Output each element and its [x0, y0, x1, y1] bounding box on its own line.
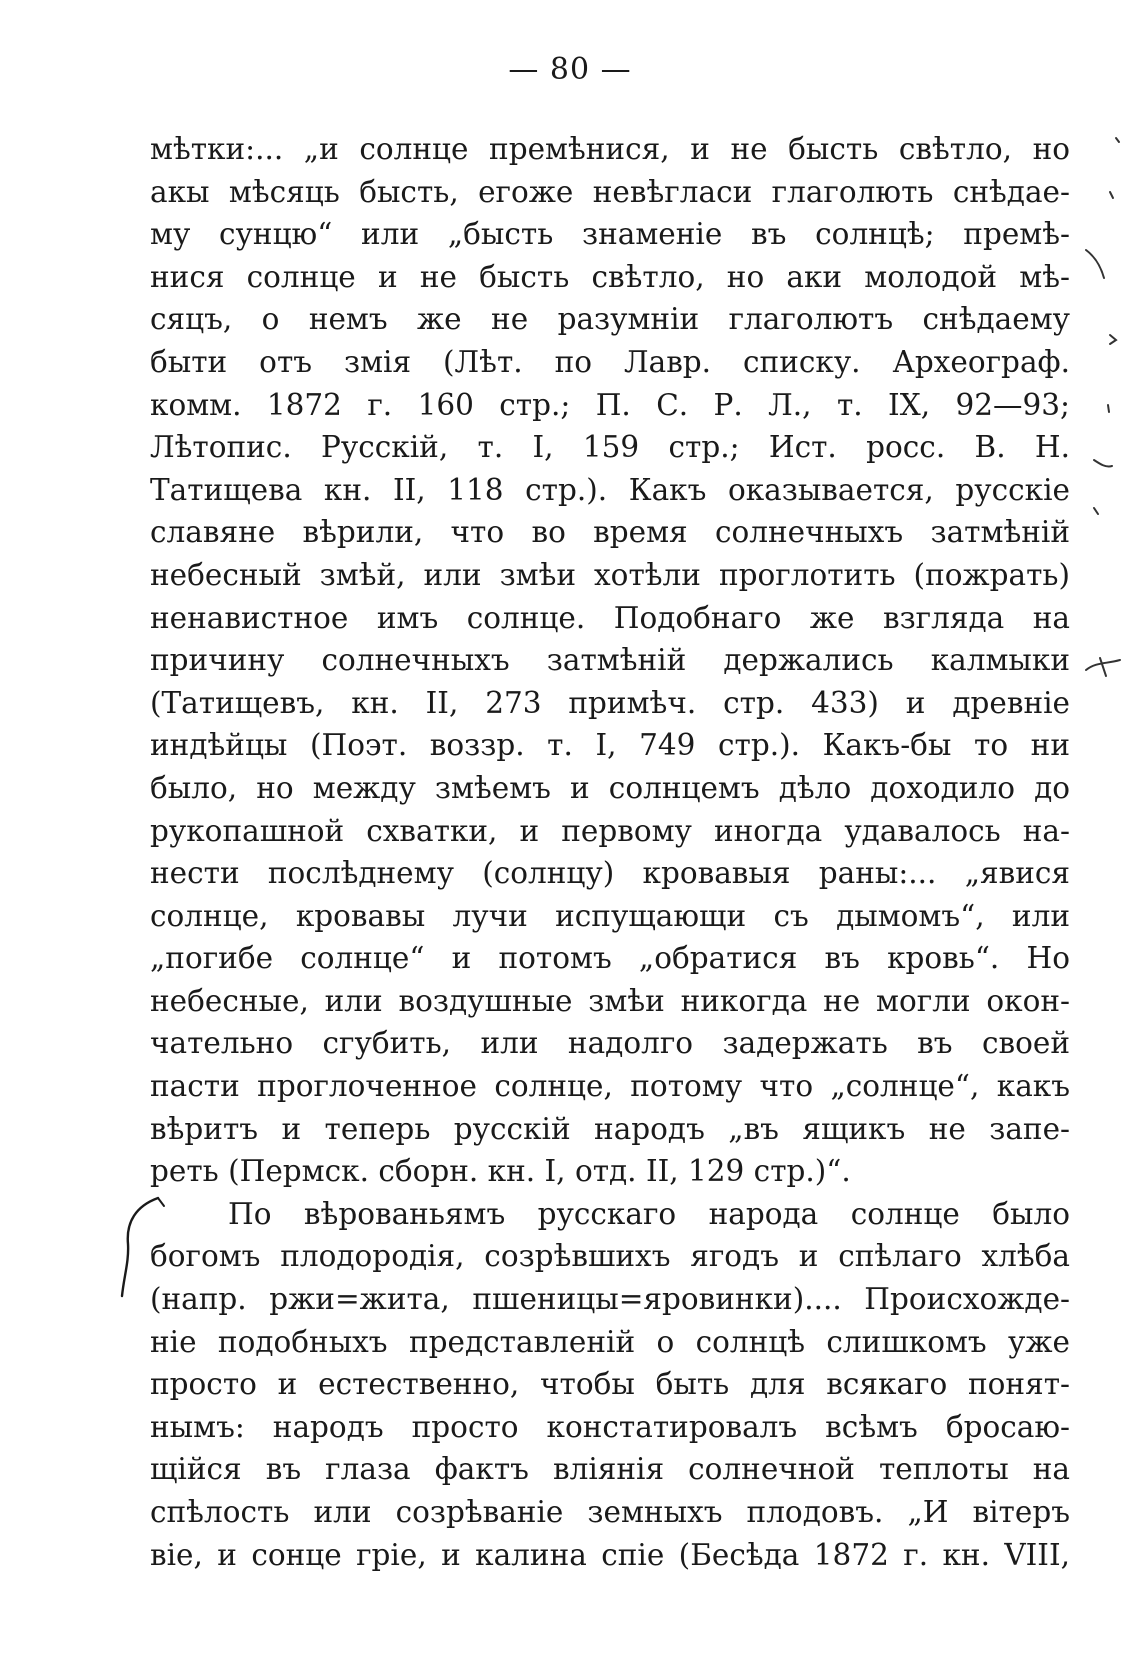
text-line: вѣритъ и теперь русскій народъ „въ ящикъ не запе-: [150, 1111, 1070, 1146]
text-line: ніе подобныхъ представленій о солнцѣ слишкомъ уже: [150, 1324, 1070, 1359]
text-line: индѣйцы (Поэт. воззр. т. I, 749 стр.). Какъ-бы то ни: [150, 728, 1070, 763]
text-line: пасти проглоченное солнце, потому что „солнце“, какъ: [150, 1069, 1070, 1104]
text-line: небесные, или воздушные змѣи никогда не могли окон-: [150, 983, 1070, 1018]
text-line: славяне вѣрили, что во время солнечныхъ затмѣній: [150, 515, 1070, 550]
text-line: мѣтки:... „и солнце премѣнися, и не бысть свѣтло, но: [150, 132, 1070, 166]
handwritten-bracket-mark: [118, 1192, 168, 1302]
text-line: му сунцю“ или „бысть знаменіе въ солнцѣ; премѣ-: [150, 217, 1070, 252]
body-text: [150, 128, 1070, 1576]
text-line: было, но между змѣемъ и солнцемъ дѣло доходило до: [150, 770, 1070, 805]
text-line: Лѣтопис. Русскій, т. I, 159 стр.; Ист. росс. В. Н.: [150, 430, 1070, 465]
text-line: рукопашной схватки, и первому иногда удавалось на-: [150, 813, 1070, 848]
text-line: быти отъ змія (Лѣт. по Лавр. списку. Археограф.: [150, 344, 1070, 379]
text-line: сяцъ, о немъ же не разумніи глаголютъ снѣдаему: [150, 302, 1070, 337]
text-line: комм. 1872 г. 160 стр.; П. С. Р. Л., т. IX, 92—93;: [150, 387, 1070, 422]
text-line: спѣлость или созрѣваніе земныхъ плодовъ. „И вітеръ: [150, 1495, 1070, 1529]
text-line: солнце, кровавы лучи испущающи съ дымомъ“, или: [150, 898, 1070, 933]
text-line: нести послѣднему (солнцу) кровавыя раны:... „явися: [150, 856, 1070, 891]
page-number: — 80 —: [508, 52, 632, 87]
text-line: „погибе солнце“ и потомъ „обратися въ кровь“. Но: [150, 941, 1070, 976]
text-line: чательно сгубить, или надолго задержать въ своей: [150, 1026, 1070, 1061]
text-line: нися солнце и не бысть свѣтло, но аки молодой мѣ-: [150, 259, 1070, 294]
text-line: акы мѣсяць бысть, егоже невѣгласи глаголють снѣдае-: [150, 174, 1070, 209]
text-line: богомъ плодородія, созрѣвшихъ ягодъ и спѣлаго хлѣба: [150, 1239, 1070, 1274]
text-line: (напр. ржи=жита, пшеницы=яровинки).... Происхожде-: [150, 1282, 1070, 1317]
text-line: (Татищевъ, кн. II, 273 примѣч. стр. 433) и древніе: [150, 685, 1070, 720]
text-line: щійся въ глаза фактъ вліянія солнечной теплоты на: [150, 1452, 1070, 1487]
text-line: нымъ: народъ просто констатировалъ всѣмъ бросаю-: [150, 1409, 1070, 1444]
paragraph-start-line: По вѣрованьямъ русскаго народа солнце было: [228, 1196, 1070, 1231]
text-line: Татищева кн. II, 118 стр.). Какъ оказывается, русскіе: [150, 472, 1070, 507]
margin-pencil-marks: [1080, 130, 1140, 750]
text-line: небесный змѣй, или змѣи хотѣли проглотить (пожрать): [150, 557, 1070, 592]
text-line: віе, и сонце гріе, и калина спіе (Бесѣда 1872 г. кн. VIII,: [150, 1537, 1070, 1572]
text-line: просто и естественно, чтобы быть для всякаго понят-: [150, 1367, 1070, 1402]
text-line: ненавистное имъ солнце. Подобнаго же взгляда на: [150, 600, 1070, 635]
text-line: реть (Пермск. сборн. кн. I, отд. II, 129 стр.)“.: [150, 1154, 851, 1189]
text-line: причину солнечныхъ затмѣній держались калмыки: [150, 643, 1070, 678]
